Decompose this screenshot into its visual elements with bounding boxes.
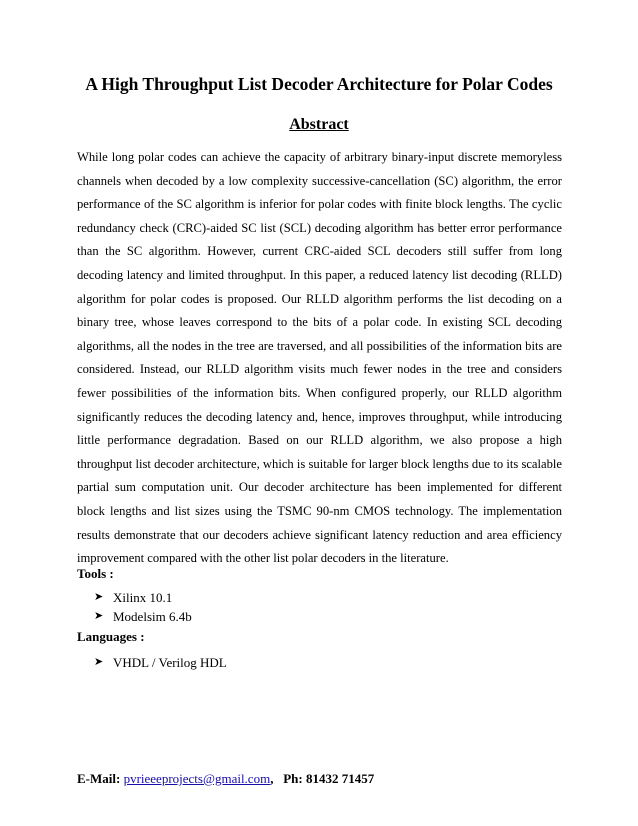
abstract-body: While long polar codes can achieve the capacity of arbitrary binary-input discrete memoryless channels when decoded by a low complexity successive-cancellation (SC) algorithm, the error performance of the SC algorithm is inferior for polar codes with finite block lengths. The cyclic redundancy check (CRC)-aided SC list (SCL) decoding algorithm has better error performance than the SC algorithm. However, current CRC-aided SCL decoders still suffer from long decoding latency and limited throughput. In this paper, a reduced latency list decoding (RLLD) algorithm for polar codes is proposed. Our RLLD algorithm performs the list decoding on a binary tree, whose leaves correspond to the bits of a polar code. In existing SCL decoding algorithms, all the nodes in the tree are traversed, and all possibilities of the information bits are considered. Instead, our RLLD algorithm visits much fewer nodes in the tree and considers fewer possibilities of the information bits. When configured properly, our RLLD algorithm significantly reduces the decoding latency and, hence, improves throughput, while introducing little performance degradation. Based on our RLLD algorithm, we also propose a high throughput list decoder architecture, which is suitable for larger block lengths due to its scalable partial sum computation unit. Our decoder architecture has been implemented for different block lengths and list sizes using the TSMC 90-nm CMOS technology. The implementation results demonstrate that our decoders achieve significant latency reduction and area efficiency improvement compared with the other list polar decoders in the literature. (77, 150, 562, 566)
arrowhead-bullet-icon: ➤ (94, 610, 104, 622)
arrowhead-bullet-icon: ➤ (94, 656, 104, 668)
tools-list (94, 588, 192, 626)
email-link[interactable]: pvrieeeprojects@gmail.com (123, 771, 271, 786)
list-item (94, 607, 192, 626)
languages-list (94, 653, 227, 672)
email-label: E-Mail: (77, 771, 121, 786)
tools-label: Tools : (77, 566, 114, 581)
languages-label: Languages : (77, 629, 145, 644)
list-item (94, 588, 192, 607)
arrowhead-bullet-icon: ➤ (94, 591, 104, 603)
footer-separator: , (270, 771, 274, 786)
tool-item: Modelsim 6.4b (113, 609, 192, 624)
document-title: A High Throughput List Decoder Architecture for Polar Codes (85, 74, 553, 94)
phone-label: Ph: (283, 771, 303, 786)
abstract-heading: Abstract (289, 116, 349, 133)
phone-number: 81432 71457 (305, 771, 375, 786)
contact-footer (77, 771, 374, 787)
tool-item: Xilinx 10.1 (113, 590, 173, 605)
language-item: VHDL / Verilog HDL (113, 655, 227, 670)
list-item (94, 653, 227, 672)
